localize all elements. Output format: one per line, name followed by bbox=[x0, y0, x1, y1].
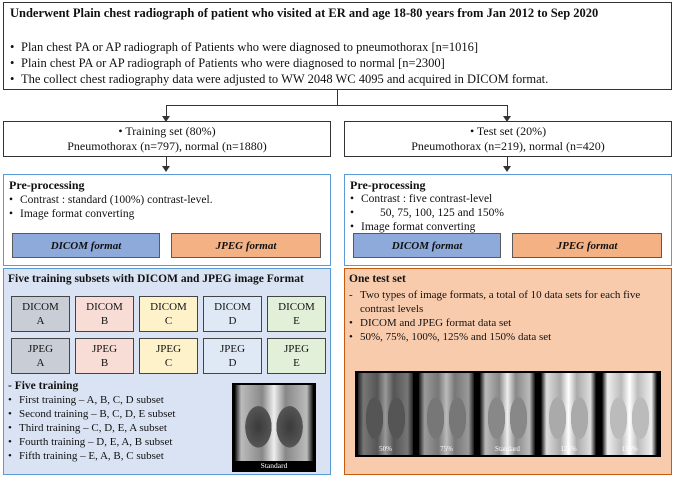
subsets-heading: Five training subsets with DICOM and JPEG image Format bbox=[8, 273, 304, 285]
subset-letter: C bbox=[164, 315, 173, 327]
preprocess-bullet: • Contrast : five contrast-level bbox=[350, 192, 504, 206]
contrast-levels: • 50, 75, 100, 125 and 150% bbox=[350, 206, 504, 220]
training-subsets-panel bbox=[3, 268, 331, 475]
preprocess-bullets bbox=[350, 192, 504, 234]
training-item: • Fifth training – E, A, B, C subset bbox=[8, 449, 175, 463]
subset-format: JPEG bbox=[283, 343, 310, 355]
subset-letter: E bbox=[293, 357, 300, 369]
preprocess-heading: Pre-processing bbox=[350, 178, 426, 192]
subset-letter: D bbox=[228, 357, 237, 369]
subset-format: DICOM bbox=[278, 301, 315, 313]
subset-letter: C bbox=[164, 357, 173, 369]
test-set-box bbox=[344, 121, 672, 157]
connector-line bbox=[337, 90, 338, 105]
subset-format: DICOM bbox=[214, 301, 251, 313]
subset-format: DICOM bbox=[86, 301, 123, 313]
dicom-format-badge: DICOM format bbox=[353, 233, 501, 258]
xray-thumbnail bbox=[541, 373, 596, 455]
preprocess-bullet: • Image format converting bbox=[350, 220, 504, 234]
test-set-title: • Test set (20%) bbox=[469, 124, 547, 138]
preprocess-train-box bbox=[3, 174, 331, 266]
training-item: • Fourth training – D, E, A, B subset bbox=[8, 435, 175, 449]
arrow-head bbox=[503, 166, 511, 172]
xray-label: Standard bbox=[495, 445, 520, 453]
subset-box-dicom-b bbox=[75, 296, 134, 332]
training-item: • Third training – C, D, E, A subset bbox=[8, 421, 175, 435]
dicom-format-badge: DICOM format bbox=[12, 233, 160, 258]
xray-label: 75% bbox=[440, 445, 453, 453]
xray-label: 50% bbox=[379, 445, 392, 453]
test-panel-items bbox=[349, 288, 665, 344]
subset-letter: E bbox=[293, 315, 300, 327]
training-item: • First training – A, B, C, D subset bbox=[8, 393, 175, 407]
standard-xray-image bbox=[232, 383, 316, 472]
subset-letter: D bbox=[228, 315, 237, 327]
subset-format: DICOM bbox=[22, 301, 59, 313]
top-bullets bbox=[10, 39, 548, 87]
contrast-xray-strip bbox=[355, 371, 661, 457]
xray-label: 150% bbox=[621, 445, 638, 453]
training-item: • Second training – B, C, D, E subset bbox=[8, 407, 175, 421]
xray-label: Standard bbox=[260, 461, 288, 470]
preprocess-bullet: • Contrast : standard (100%) contrast-level. bbox=[9, 193, 213, 207]
preprocess-bullet: • Image format converting bbox=[9, 207, 213, 221]
training-set-title: • Training set (80%) bbox=[118, 124, 216, 138]
top-bullet: • Plan chest PA or AP radiograph of Patients who were diagnosed to pneumothorax [n=1016] bbox=[10, 39, 548, 55]
xray-thumbnail bbox=[358, 373, 413, 455]
training-set-counts: Pneumothorax (n=797), normal (n=1880) bbox=[67, 139, 267, 153]
subset-letter: B bbox=[100, 315, 109, 327]
preprocess-heading: Pre-processing bbox=[9, 178, 85, 192]
connector-line bbox=[166, 105, 508, 106]
top-bullet: • The collect chest radiography data were adjusted to WW 2048 WC 4095 and acquired in DICOM format. bbox=[10, 71, 548, 87]
subset-format: DICOM bbox=[150, 301, 187, 313]
subset-box-jpeg-a bbox=[11, 338, 70, 374]
test-panel-heading: One test set bbox=[349, 273, 406, 285]
xray-thumbnail bbox=[602, 373, 657, 455]
training-set-box bbox=[3, 121, 331, 157]
subset-box-jpeg-d bbox=[203, 338, 262, 374]
subset-box-dicom-c bbox=[139, 296, 198, 332]
xray-thumbnail bbox=[480, 373, 535, 455]
top-title: Underwent Plain chest radiograph of patient who visited at ER and age 18-80 years from Jan 2012 to Sep 2020 bbox=[10, 6, 599, 20]
training-list bbox=[8, 393, 175, 463]
subset-letter: B bbox=[100, 357, 109, 369]
subset-format: JPEG bbox=[219, 343, 246, 355]
jpeg-format-badge: JPEG format bbox=[512, 233, 662, 258]
subset-format: JPEG bbox=[91, 343, 118, 355]
five-training-heading: - Five training bbox=[8, 380, 79, 392]
test-item: • 50%, 75%, 100%, 125% and 150% data set bbox=[349, 331, 552, 343]
test-item: - Two types of image formats, a total of 10 data sets for each five contrast levels bbox=[349, 289, 641, 315]
test-set-counts: Pneumothorax (n=219), normal (n=420) bbox=[411, 139, 605, 153]
subset-format: JPEG bbox=[27, 343, 54, 355]
subset-box-dicom-a bbox=[11, 296, 70, 332]
test-set-panel bbox=[344, 268, 672, 475]
subset-format: JPEG bbox=[155, 343, 182, 355]
test-item: • DICOM and JPEG format data set bbox=[349, 317, 512, 329]
jpeg-format-badge: JPEG format bbox=[171, 233, 321, 258]
arrow-head bbox=[162, 166, 170, 172]
preprocess-test-box bbox=[344, 174, 672, 266]
subset-box-jpeg-c bbox=[139, 338, 198, 374]
top-box bbox=[3, 2, 672, 90]
subset-letter: A bbox=[36, 357, 45, 369]
top-bullet: • Plain chest PA or AP radiograph of Patients who were diagnosed to normal [n=2300] bbox=[10, 55, 548, 71]
subset-letter: A bbox=[36, 315, 45, 327]
subset-box-dicom-d bbox=[203, 296, 262, 332]
subset-box-dicom-e bbox=[267, 296, 326, 332]
subset-box-jpeg-b bbox=[75, 338, 134, 374]
xray-label: 125% bbox=[560, 445, 577, 453]
subset-box-jpeg-e bbox=[267, 338, 326, 374]
preprocess-bullets bbox=[9, 193, 213, 221]
xray-thumbnail bbox=[419, 373, 474, 455]
